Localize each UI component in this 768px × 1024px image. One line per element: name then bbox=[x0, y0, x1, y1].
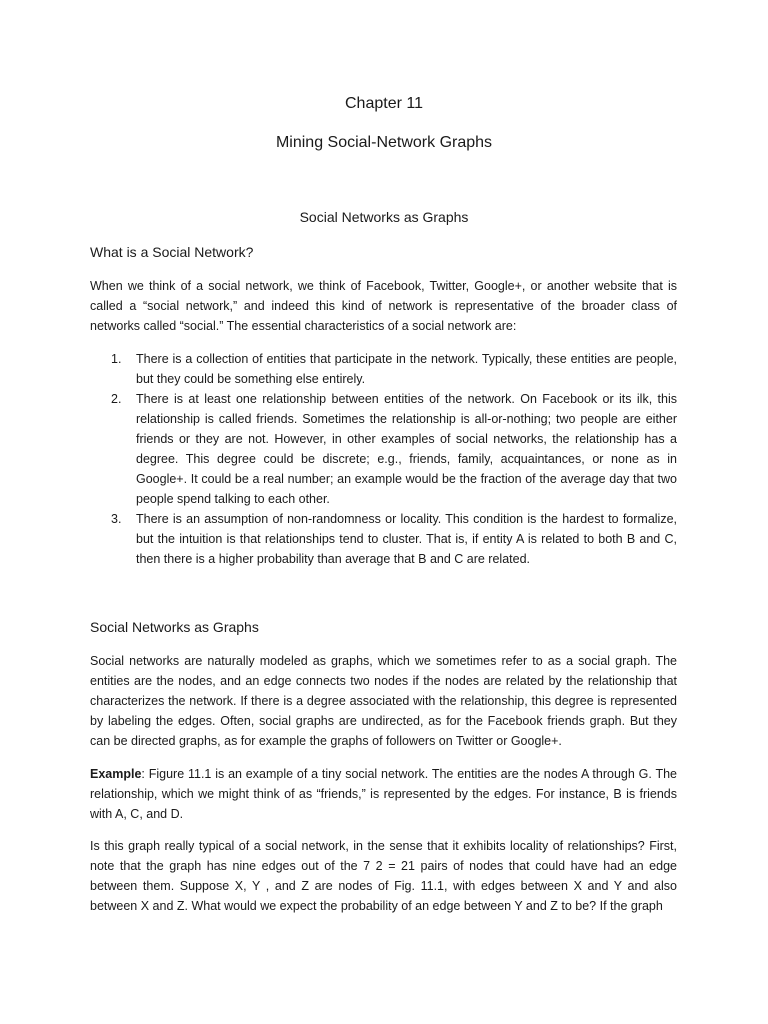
list-item-number: 1. bbox=[111, 352, 122, 366]
list-item-text: There is at least one relationship between entities of the network. On Facebook or its ilk, this relationship is called friends. Sometimes the relationship is all-or-nothing; two people are either friends or they are not. However, in other examples of social networks, the relationship has a degree. This degree could be discrete; e.g., friends, family, acquaintances, or none as in Google+. It could be a real number; an example would be the fraction of the average day that two people spend talking to each other. bbox=[136, 392, 677, 506]
example-text: : Figure 11.1 is an example of a tiny social network. The entities are the nodes A through G. The relationship, which we might think of as “friends,” is represented by the edges. For instance, B is friends with A, C, and D. bbox=[90, 767, 677, 821]
section-heading-social-networks-as-graphs: Social Networks as Graphs bbox=[90, 619, 259, 635]
list-item-number: 2. bbox=[111, 392, 122, 406]
characteristics-list bbox=[90, 349, 677, 569]
list-item bbox=[90, 509, 677, 569]
chapter-number: Chapter 11 bbox=[345, 95, 423, 112]
list-item-text: There is a collection of entities that participate in the network. Typically, these entities are people, but they could be something else entirely. bbox=[136, 352, 677, 386]
section-heading-what-is-social-network: What is a Social Network? bbox=[90, 244, 254, 260]
list-item-text: There is an assumption of non-randomness or locality. This condition is the hardest to formalize, but the intuition is that relationships tend to cluster. That is, if entity A is related to both B and C, then there is a higher probability than average that B and C are related. bbox=[136, 512, 677, 566]
list-item bbox=[90, 349, 677, 389]
example-label: Example bbox=[90, 767, 142, 781]
chapter-title: Mining Social-Network Graphs bbox=[275, 134, 493, 151]
list-item bbox=[90, 389, 677, 509]
example-paragraph bbox=[90, 764, 677, 824]
section-heading-centered: Social Networks as Graphs bbox=[299, 209, 469, 225]
intro-paragraph: When we think of a social network, we think of Facebook, Twitter, Google+, or another website that is called a “social network,” and indeed this kind of network is representative of the broader class of networks called “social.” The essential characteristics of a social network are: bbox=[90, 279, 677, 333]
locality-paragraph: Is this graph really typical of a social network, in the sense that it exhibits locality of relationships? First, note that the graph has nine edges out of the 7 2 = 21 pairs of nodes that could have had an edge between them. Suppose X, Y , and Z are nodes of Fig. 11.1, with edges between X and Y and also between X and Z. What would we expect the probability of an edge between Y and Z to be? If the graph bbox=[90, 839, 677, 913]
graphs-paragraph: Social networks are naturally modeled as graphs, which we sometimes refer to as a social graph. The entities are the nodes, and an edge connects two nodes if the nodes are related by the relationship that characterizes the network. If there is a degree associated with the relationship, this degree is represented by labeling the edges. Often, social graphs are undirected, as for the Facebook friends graph. But they can be directed graphs, as for example the graphs of followers on Twitter or Google+. bbox=[90, 654, 677, 748]
list-item-number: 3. bbox=[111, 512, 122, 526]
